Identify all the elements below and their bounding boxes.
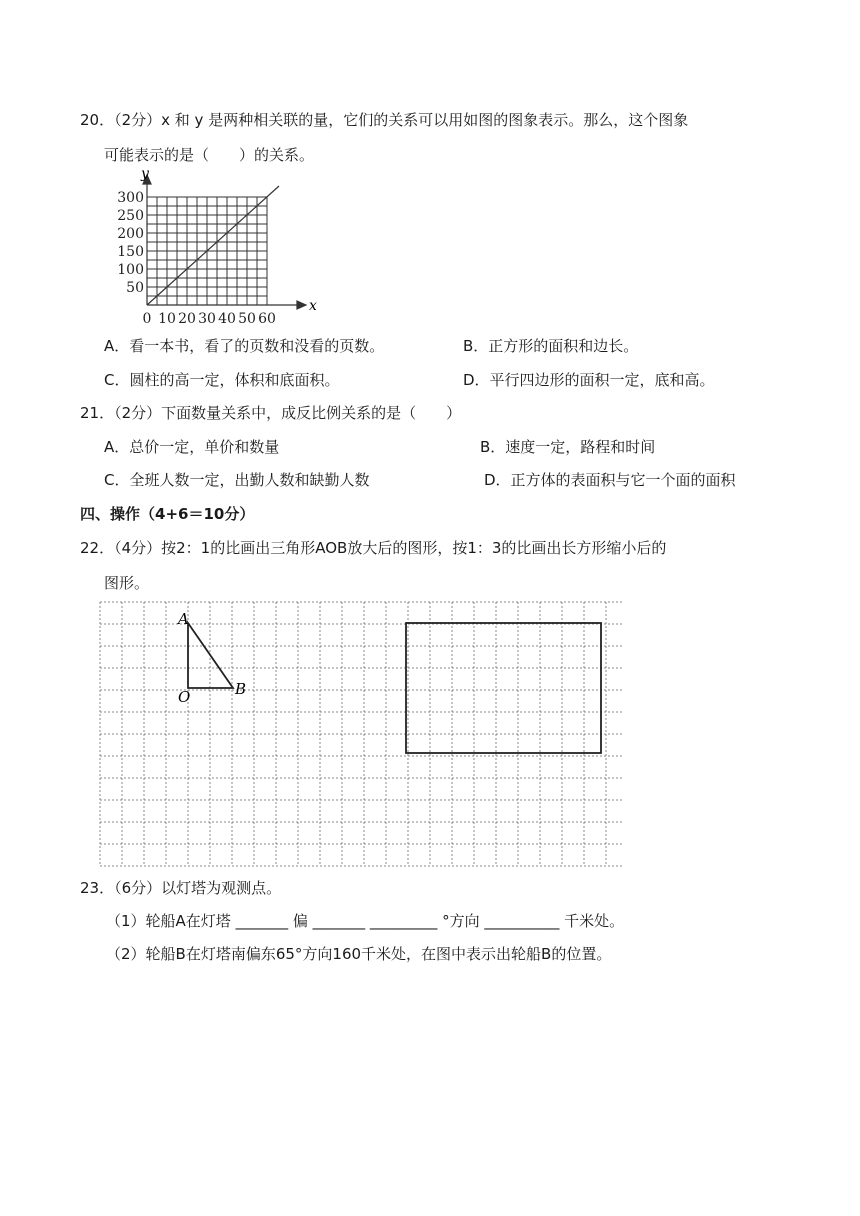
x-tick-label: 40	[218, 311, 236, 327]
point-o-label: O	[178, 688, 191, 706]
q21-option-d: D．正方体的表面积与它一个面的面积	[484, 471, 736, 489]
q20-option-a: A．看一本书，看了的页数和没看的页数。	[104, 337, 385, 355]
y-tick-label: 50	[126, 280, 144, 296]
q21-stem: 21．（2分）下面数量关系中，成反比例关系的是（ ）	[80, 404, 462, 422]
q20-option-b: B．正方形的面积和边长。	[463, 337, 639, 355]
q23-part2: （2）轮船B在灯塔南偏东65°方向160千米处，在图中表示出轮船B的位置。	[106, 945, 612, 963]
point-a-label: A	[178, 610, 189, 628]
q20-stem-line1: 20．（2分）x 和 y 是两种相关联的量，它们的关系可以用如图的图象表示。那么，这个图象	[80, 111, 689, 129]
section-4-title: 四、操作（4+6＝10分）	[80, 505, 255, 523]
y-tick-label: 250	[117, 208, 144, 224]
y-axis-label: y	[141, 166, 149, 182]
x-tick-label: 50	[238, 311, 256, 327]
x-tick-label: 20	[178, 311, 196, 327]
x-tick-label: 0	[142, 311, 152, 327]
y-tick-label: 150	[117, 244, 144, 260]
q23-part1: （1）轮船A在灯塔 _______ 偏 _______ _________ °方向 __________ 千米处。	[106, 912, 625, 930]
point-b-label: B	[235, 680, 247, 698]
q23-stem: 23．（6分）以灯塔为观测点。	[80, 879, 282, 897]
q20-graph	[117, 165, 330, 330]
rectangle	[406, 623, 601, 753]
q21-option-b: B．速度一定，路程和时间	[480, 438, 656, 456]
x-tick-label: 10	[158, 311, 176, 327]
x-tick-label: 60	[258, 311, 276, 327]
q22-stem-line2: 图形。	[104, 574, 150, 592]
q22-grid-figure	[98, 600, 626, 868]
q21-option-a: A．总价一定，单价和数量	[104, 438, 280, 456]
x-axis-label: x	[309, 298, 317, 314]
y-tick-label: 100	[117, 262, 144, 278]
x-axis-arrow-icon	[297, 301, 306, 309]
q22-stem-line1: 22．（4分）按2：1的比画出三角形AOB放大后的图形，按1：3的比画出长方形缩小后的	[80, 539, 667, 557]
x-tick-label: 30	[198, 311, 216, 327]
q21-option-c: C．全班人数一定，出勤人数和缺勤人数	[104, 471, 370, 489]
y-tick-label: 300	[117, 190, 144, 206]
q20-stem-line2: 可能表示的是（ ）的关系。	[104, 146, 315, 164]
y-tick-label: 200	[117, 226, 144, 242]
q20-option-c: C．圆柱的高一定，体积和底面积。	[104, 371, 340, 389]
q20-option-d: D．平行四边形的面积一定，底和高。	[463, 371, 715, 389]
